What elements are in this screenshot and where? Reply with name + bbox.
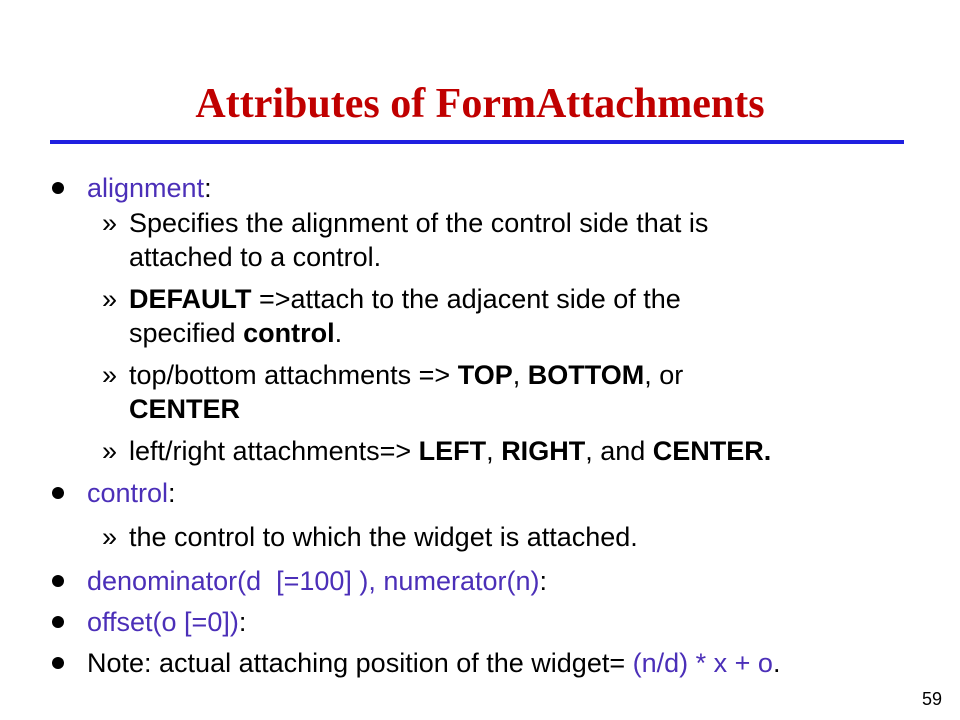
- bullet-alignment: alignment:: [87, 173, 212, 203]
- sub-bullet-marker: »: [102, 522, 118, 552]
- bullet-offset: offset(o [=0]):: [87, 607, 247, 637]
- sub-bullet-marker: »: [102, 208, 118, 238]
- sub-item-line: the control to which the widget is attached.: [129, 522, 638, 552]
- sub-item-line: attached to a control.: [129, 242, 382, 272]
- bullet-dot: [52, 182, 64, 194]
- sub-bullet-marker: »: [102, 360, 118, 390]
- bullet-dot: [52, 487, 64, 499]
- sub-item-line: specified control.: [129, 318, 343, 348]
- sub-item-line: top/bottom attachments => TOP, BOTTOM, or: [129, 360, 684, 390]
- sub-item-line: CENTER: [129, 394, 241, 424]
- keyword-control: control: [87, 478, 169, 508]
- slide-title: Attributes of FormAttachments: [195, 81, 765, 127]
- page-number: 59: [921, 689, 942, 709]
- keyword-offset: offset(o [=0]): [87, 607, 239, 637]
- sub-item-line: Specifies the alignment of the control side that is: [129, 208, 709, 238]
- sub-bullet-marker: »: [102, 284, 118, 314]
- keyword-denominator: denominator(d [=100] ), numerator(n): [87, 566, 540, 596]
- bullet-denominator: denominator(d [=100] ), numerator(n):: [87, 566, 547, 596]
- sub-item-line: left/right attachments=> LEFT, RIGHT, and CENTER.: [129, 436, 772, 466]
- bullet-note: Note: actual attaching position of the widget= (n/d) * x + o.: [87, 648, 781, 678]
- bullet-dot: [52, 657, 64, 669]
- keyword-alignment: alignment: [87, 173, 205, 203]
- bullet-dot: [52, 616, 64, 628]
- sub-bullet-marker: »: [102, 436, 118, 466]
- bullet-control: control:: [87, 478, 176, 508]
- bullet-dot: [52, 575, 64, 587]
- sub-item-line: DEFAULT =>attach to the adjacent side of the: [129, 284, 681, 314]
- formula: (n/d) * x + o: [632, 648, 773, 678]
